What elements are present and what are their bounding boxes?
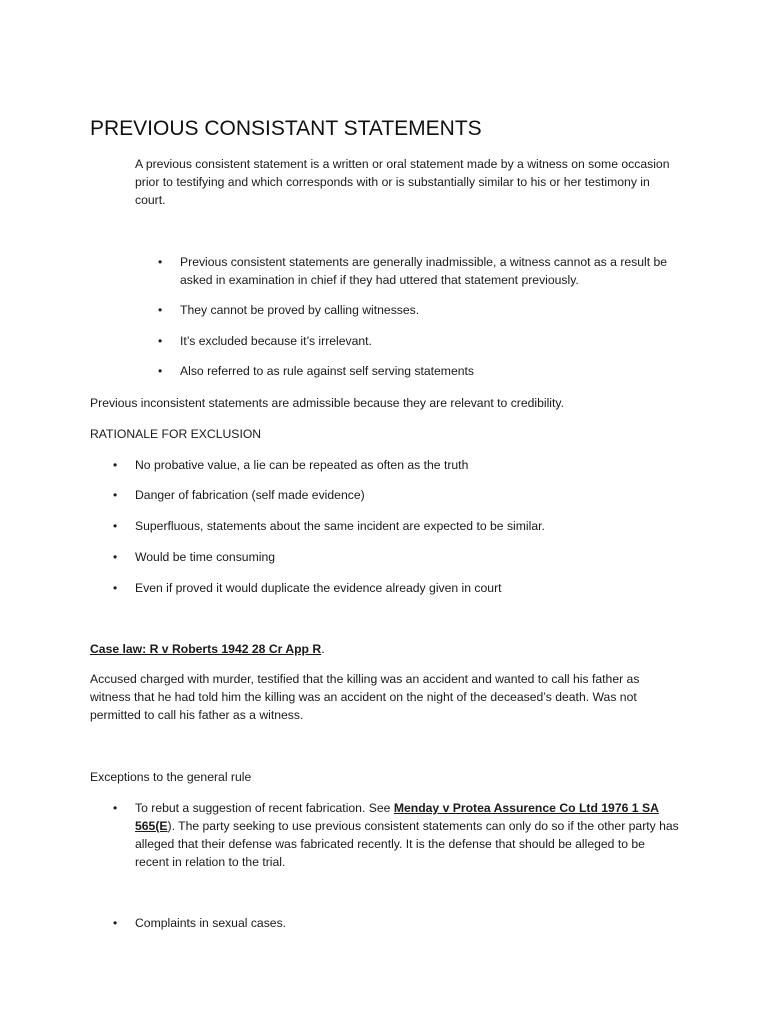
bullet-icon: • (113, 550, 118, 564)
list-item (158, 301, 675, 319)
case-law-reference: Case law: R v Roberts 1942 28 Cr App R (90, 642, 322, 656)
exception-prefix: To rebut a suggestion of recent fabrication. See (135, 801, 394, 815)
list-item (158, 253, 675, 289)
bullet-icon: • (113, 916, 118, 930)
bullet-icon: • (113, 519, 118, 533)
list-item (113, 517, 680, 535)
list-item (113, 548, 680, 566)
list-item-text: No probative value, a lie can be repeated as often as the truth (135, 458, 469, 472)
list-item-text (135, 799, 680, 871)
list-item (113, 486, 680, 504)
document-title: PREVIOUS CONSISTANT STATEMENTS (90, 117, 482, 140)
list-item (158, 362, 675, 380)
list-item-text: They cannot be proved by calling witnesses. (180, 303, 420, 317)
list-item (158, 332, 675, 350)
inconsistent-note: Previous inconsistent statements are admissible because they are relevant to credibility. (90, 396, 564, 410)
case-law-line (90, 640, 680, 658)
intro-paragraph: A previous consistent statement is a written or oral statement made by a witness on some occasion prior to testifying and which corresponds with or is substantially similar to his or her testimony in court. (135, 157, 670, 207)
bullet-icon: • (113, 458, 118, 472)
case-reference: Menday v Protea Assurence Co Ltd 1976 1 SA 565(E (135, 801, 659, 833)
list-item-text: It’s excluded because it’s irrelevant. (180, 334, 372, 348)
list-item (113, 579, 680, 597)
rationale-heading: RATIONALE FOR EXCLUSION (90, 427, 262, 441)
exception-suffix: ). The party seeking to use previous consistent statements can only do so if the other party has alleged that their defense was fabricated recently. It is the defense that should be alleged to be recent in relation to the trial. (135, 819, 679, 869)
list-item (113, 456, 680, 474)
bullet-icon: • (113, 801, 118, 815)
list-item-text: Would be time consuming (135, 550, 276, 564)
list-item (113, 914, 680, 932)
bullet-icon: • (158, 334, 163, 348)
case-law-suffix: . (321, 642, 325, 656)
list-item-text: Superfluous, statements about the same incident are expected to be similar. (135, 519, 545, 533)
case-law-body: Accused charged with murder, testified that the killing was an accident and wanted to call his father as witness that he had told him the killing was an accident on the night of the deceased’s death. Was not permitted to call his father as a witness. (90, 672, 640, 722)
exceptions-heading: Exceptions to the general rule (90, 770, 252, 784)
bullet-icon: • (113, 581, 118, 595)
list-item-text: Previous consistent statements are generally inadmissible, a witness cannot as a result be asked in examination in chief if they had uttered that statement previously. (180, 255, 668, 287)
list-item (113, 799, 680, 871)
bullet-icon: • (158, 364, 163, 378)
bullet-icon: • (158, 303, 163, 317)
list-item-text: Danger of fabrication (self made evidence) (135, 488, 365, 502)
bullet-icon: • (113, 488, 118, 502)
bullet-icon: • (158, 255, 163, 269)
list-item-text: Also referred to as rule against self serving statements (180, 364, 474, 378)
list-item-text: Even if proved it would duplicate the evidence already given in court (135, 581, 502, 595)
list-item-text: Complaints in sexual cases. (135, 916, 287, 930)
